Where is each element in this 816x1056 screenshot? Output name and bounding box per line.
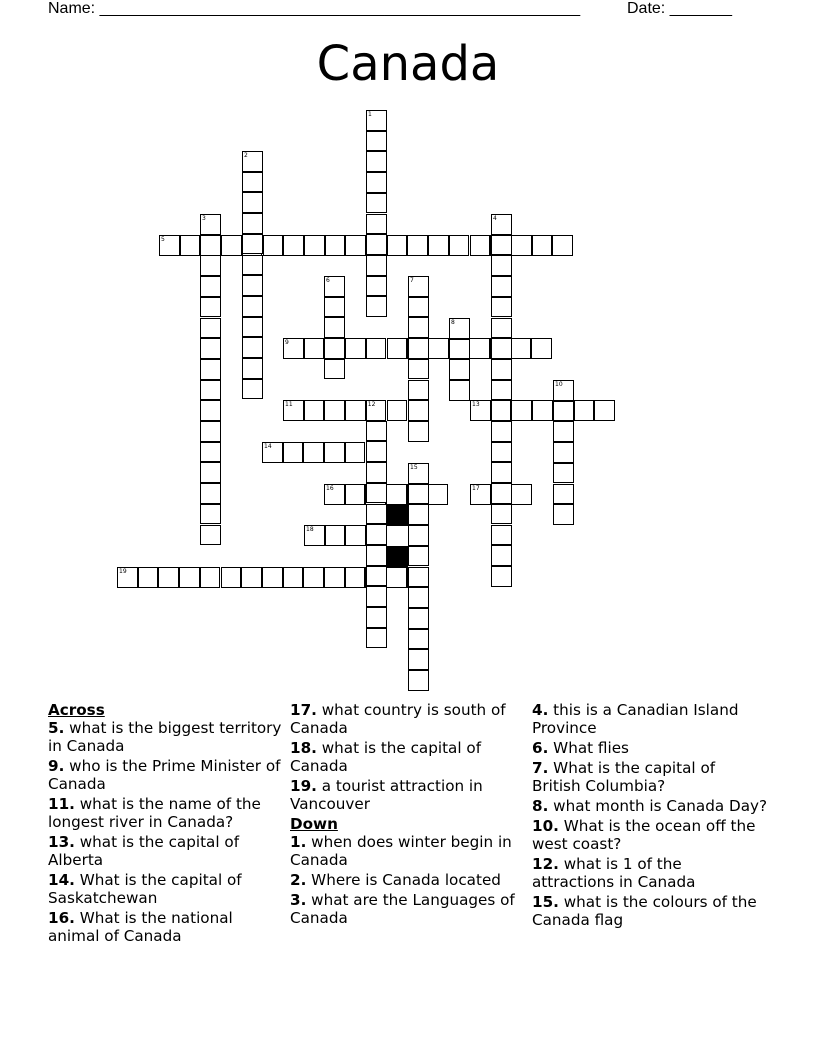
grid-cell[interactable] — [491, 318, 512, 339]
grid-cell[interactable] — [408, 608, 429, 629]
grid-cell[interactable] — [304, 525, 325, 546]
grid-cell[interactable] — [366, 172, 387, 193]
clue-item — [290, 739, 526, 775]
grid-cell[interactable] — [283, 338, 304, 359]
grid-cell[interactable] — [408, 629, 429, 650]
clue-text: what are the Languages of Canada — [290, 891, 515, 927]
grid-cell[interactable] — [491, 400, 512, 421]
grid-cell[interactable] — [366, 151, 387, 172]
grid-cell[interactable] — [345, 484, 366, 505]
clue-item — [532, 759, 768, 795]
clues-column-1 — [48, 701, 284, 947]
grid-cell[interactable] — [200, 525, 221, 546]
grid-cell[interactable] — [491, 359, 512, 380]
grid-cell[interactable] — [262, 567, 283, 588]
grid-cell[interactable] — [386, 567, 407, 588]
grid-cell[interactable] — [303, 442, 324, 463]
grid-cell[interactable] — [180, 235, 201, 256]
grid-cell[interactable] — [263, 235, 284, 256]
grid-cell[interactable] — [511, 338, 532, 359]
clue-number: 7. — [532, 759, 549, 777]
grid-cell[interactable] — [408, 504, 429, 525]
grid-cell[interactable] — [408, 359, 429, 380]
clue-item — [290, 891, 526, 927]
clue-number: 5. — [48, 719, 65, 737]
clue-number: 4 — [493, 215, 497, 222]
grid-cell[interactable] — [428, 484, 449, 505]
grid-cell[interactable] — [366, 255, 387, 276]
clue-text: who is the Prime Minister of Canada — [48, 757, 281, 793]
grid-cell[interactable] — [491, 504, 512, 525]
grid-cell[interactable] — [366, 131, 387, 152]
grid-cell[interactable] — [407, 235, 428, 256]
grid-cell[interactable] — [200, 421, 221, 442]
grid-cell[interactable] — [428, 338, 449, 359]
grid-cell[interactable] — [200, 318, 221, 339]
grid-cell[interactable] — [428, 235, 449, 256]
grid-cell[interactable] — [324, 359, 345, 380]
grid-cell[interactable] — [408, 525, 429, 546]
clue-text: what is the capital of Alberta — [48, 833, 240, 869]
clue-number: 12. — [532, 855, 559, 873]
grid-cell[interactable] — [324, 484, 345, 505]
clues-column-3 — [532, 701, 768, 931]
grid-cell[interactable] — [159, 235, 180, 256]
grid-cell[interactable] — [408, 338, 429, 359]
grid-cell[interactable] — [242, 151, 263, 172]
page-title: Canada — [316, 36, 500, 92]
clue-number: 19 — [119, 568, 127, 575]
clue-number: 2. — [290, 871, 307, 889]
clue-item — [532, 797, 768, 815]
grid-cell[interactable] — [532, 235, 553, 256]
grid-cell[interactable] — [242, 192, 263, 213]
grid-cell[interactable] — [242, 337, 263, 358]
grid-cell[interactable] — [345, 400, 366, 421]
down-heading: Down — [290, 815, 338, 833]
grid-cell[interactable] — [408, 670, 429, 691]
grid-cell[interactable] — [200, 297, 221, 318]
grid-cell[interactable] — [242, 275, 263, 296]
grid-cell[interactable] — [366, 504, 387, 525]
clue-number: 9. — [48, 757, 65, 775]
grid-cell[interactable] — [345, 338, 366, 359]
clue-number: 1. — [290, 833, 307, 851]
grid-cell[interactable] — [491, 462, 512, 483]
grid-cell[interactable] — [366, 234, 387, 255]
grid-cell[interactable] — [594, 400, 615, 421]
across-heading: Across — [48, 701, 105, 719]
grid-cell[interactable] — [470, 484, 491, 505]
grid-cell[interactable] — [324, 276, 345, 297]
grid-cell[interactable] — [324, 442, 345, 463]
clue-number: 8. — [532, 797, 549, 815]
clue-number: 15. — [532, 893, 559, 911]
clue-number: 6 — [326, 277, 330, 284]
grid-cell[interactable] — [408, 421, 429, 442]
grid-cell[interactable] — [283, 442, 304, 463]
grid-cell[interactable] — [491, 483, 512, 504]
grid-cell[interactable] — [242, 379, 263, 400]
grid-cell[interactable] — [470, 400, 491, 421]
grid-cell[interactable] — [408, 317, 429, 338]
grid-cell[interactable] — [345, 567, 366, 588]
grid-cell[interactable] — [283, 235, 304, 256]
grid-cell[interactable] — [200, 504, 221, 525]
grid-cell[interactable] — [366, 296, 387, 317]
grid-cell[interactable] — [531, 338, 552, 359]
down-clue-list-continued — [532, 701, 768, 929]
clue-number: 14. — [48, 871, 75, 889]
grid-cell[interactable] — [491, 566, 512, 587]
grid-cell[interactable] — [366, 441, 387, 462]
grid-cell[interactable] — [449, 359, 470, 380]
grid-cell[interactable] — [491, 297, 512, 318]
grid-cell[interactable] — [304, 235, 325, 256]
grid-cell[interactable] — [221, 235, 242, 256]
grid-cell[interactable] — [200, 235, 221, 256]
grid-cell[interactable] — [179, 567, 200, 588]
grid-cell[interactable] — [469, 338, 490, 359]
grid-cell[interactable] — [553, 484, 574, 505]
clue-item — [290, 701, 526, 737]
grid-cell[interactable] — [366, 462, 387, 483]
grid-cell[interactable] — [324, 338, 345, 359]
clue-text: What is the ocean off the west coast? — [532, 817, 756, 853]
clue-number: 16. — [48, 909, 75, 927]
grid-cell[interactable] — [553, 380, 574, 401]
grid-cell[interactable] — [532, 400, 553, 421]
clue-item — [48, 909, 284, 945]
clue-item — [48, 871, 284, 907]
clue-item — [532, 817, 768, 853]
grid-cell[interactable] — [324, 297, 345, 318]
across-clue-list — [48, 719, 284, 945]
name-field-label: Name: ______________________________________________________ — [48, 0, 581, 17]
clue-item — [290, 777, 526, 813]
grid-cell[interactable] — [574, 400, 595, 421]
clue-number: 18 — [306, 526, 314, 533]
black-cell — [387, 505, 408, 526]
grid-cell[interactable] — [200, 255, 221, 276]
grid-cell[interactable] — [303, 567, 324, 588]
grid-cell[interactable] — [491, 338, 512, 359]
grid-cell[interactable] — [408, 567, 429, 588]
clue-item — [532, 893, 768, 929]
down-clue-list — [290, 833, 526, 927]
grid-cell[interactable] — [242, 172, 263, 193]
grid-cell[interactable] — [242, 213, 263, 234]
grid-cell[interactable] — [200, 400, 221, 421]
grid-cell[interactable] — [366, 607, 387, 628]
grid-cell[interactable] — [491, 442, 512, 463]
grid-cell[interactable] — [366, 110, 387, 131]
grid-cell[interactable] — [304, 400, 325, 421]
clue-number: 5 — [161, 236, 165, 243]
grid-cell[interactable] — [449, 235, 470, 256]
clue-number: 11 — [285, 401, 293, 408]
clue-item — [48, 833, 284, 869]
grid-cell[interactable] — [491, 276, 512, 297]
clue-text: What is the capital of Saskatchewan — [48, 871, 242, 907]
clue-text: when does winter begin in Canada — [290, 833, 512, 869]
clue-text: this is a Canadian Island Province — [532, 701, 739, 737]
grid-cell[interactable] — [345, 235, 366, 256]
clue-item — [532, 739, 768, 757]
grid-cell[interactable] — [491, 421, 512, 442]
grid-cell[interactable] — [200, 338, 221, 359]
clue-text: a tourist attraction in Vancouver — [290, 777, 483, 813]
grid-cell[interactable] — [511, 484, 532, 505]
clue-text: Where is Canada located — [306, 871, 501, 889]
clue-number: 2 — [244, 152, 248, 159]
grid-cell[interactable] — [449, 380, 470, 401]
grid-cell[interactable] — [408, 276, 429, 297]
grid-cell[interactable] — [366, 193, 387, 214]
clue-text: What is the capital of British Columbia? — [532, 759, 716, 795]
clue-item — [48, 757, 284, 793]
clue-number: 4. — [532, 701, 549, 719]
grid-cell[interactable] — [553, 504, 574, 525]
clue-number: 3. — [290, 891, 307, 909]
clue-text: What is the national animal of Canada — [48, 909, 233, 945]
clue-number: 17 — [472, 485, 480, 492]
grid-cell[interactable] — [387, 338, 408, 359]
clue-item — [532, 701, 768, 737]
clue-text: What flies — [548, 739, 629, 757]
clue-text: what is 1 of the attractions in Canada — [532, 855, 696, 891]
grid-cell[interactable] — [366, 338, 387, 359]
grid-cell[interactable] — [262, 442, 283, 463]
grid-cell[interactable] — [366, 214, 387, 235]
grid-cell[interactable] — [242, 358, 263, 379]
clue-number: 16 — [326, 485, 334, 492]
grid-cell[interactable] — [491, 380, 512, 401]
clue-number: 10 — [555, 381, 563, 388]
clue-number: 10. — [532, 817, 559, 835]
clue-number: 14 — [264, 443, 272, 450]
clue-number: 12 — [367, 401, 376, 408]
clue-item — [48, 795, 284, 831]
grid-cell[interactable] — [221, 567, 242, 588]
clue-number: 17. — [290, 701, 317, 719]
clue-number: 6. — [532, 739, 549, 757]
grid-cell[interactable] — [366, 628, 387, 649]
grid-cell[interactable] — [241, 567, 262, 588]
grid-cell[interactable] — [386, 484, 407, 505]
grid-cell[interactable] — [408, 380, 429, 401]
grid-cell[interactable] — [325, 525, 346, 546]
grid-cell[interactable] — [491, 255, 512, 276]
grid-cell[interactable] — [242, 296, 263, 317]
clue-text: what is the capital of Canada — [290, 739, 482, 775]
grid-cell[interactable] — [491, 525, 512, 546]
black-cell — [387, 546, 408, 567]
across-clue-list-continued — [290, 701, 526, 813]
grid-cell[interactable] — [117, 567, 138, 588]
grid-cell[interactable] — [491, 545, 512, 566]
grid-cell[interactable] — [449, 318, 470, 339]
grid-cell[interactable] — [242, 317, 263, 338]
grid-cell[interactable] — [408, 546, 429, 567]
clue-text: what is the name of the longest river in Canada? — [48, 795, 261, 831]
grid-cell[interactable] — [491, 235, 512, 256]
grid-cell[interactable] — [553, 421, 574, 442]
grid-cell[interactable] — [345, 442, 366, 463]
clue-text: what month is Canada Day? — [548, 797, 768, 815]
grid-cell[interactable] — [242, 234, 263, 255]
grid-cell[interactable] — [324, 317, 345, 338]
clue-number: 19. — [290, 777, 317, 795]
grid-cell[interactable] — [200, 359, 221, 380]
grid-cell[interactable] — [324, 567, 345, 588]
clue-number: 15 — [410, 464, 418, 471]
grid-cell[interactable] — [449, 339, 470, 360]
grid-cell[interactable] — [491, 214, 512, 235]
clue-text: what is the colours of the Canada flag — [532, 893, 757, 929]
grid-cell[interactable] — [324, 400, 345, 421]
grid-cell[interactable] — [366, 545, 387, 566]
grid-cell[interactable] — [553, 401, 574, 422]
grid-cell[interactable] — [366, 400, 387, 421]
clue-number: 8 — [451, 319, 455, 326]
grid-cell[interactable] — [366, 421, 387, 442]
clue-item — [532, 855, 768, 891]
grid-cell[interactable] — [200, 276, 221, 297]
grid-cell[interactable] — [408, 649, 429, 670]
clue-number: 9 — [285, 339, 289, 346]
grid-cell[interactable] — [408, 587, 429, 608]
grid-cell[interactable] — [345, 525, 366, 546]
grid-cell[interactable] — [408, 297, 429, 318]
grid-cell[interactable] — [242, 255, 263, 276]
grid-cell[interactable] — [283, 567, 304, 588]
grid-cell[interactable] — [283, 400, 304, 421]
grid-cell[interactable] — [511, 235, 532, 256]
clue-number: 13 — [472, 401, 480, 408]
clue-number: 3 — [202, 215, 206, 222]
grid-cell[interactable] — [552, 235, 573, 256]
clue-text: what country is south of Canada — [290, 701, 506, 737]
grid-cell[interactable] — [553, 463, 574, 484]
grid-cell[interactable] — [470, 235, 491, 256]
grid-cell[interactable] — [200, 462, 221, 483]
grid-cell[interactable] — [200, 442, 221, 463]
clue-number: 1 — [368, 111, 372, 118]
clues-column-2 — [290, 701, 526, 929]
clue-number: 13. — [48, 833, 75, 851]
grid-cell[interactable] — [366, 276, 387, 297]
clue-number: 18. — [290, 739, 317, 757]
grid-cell[interactable] — [304, 338, 325, 359]
grid-cell[interactable] — [200, 483, 221, 504]
grid-cell[interactable] — [511, 400, 532, 421]
grid-cell[interactable] — [200, 214, 221, 235]
grid-cell[interactable] — [408, 463, 429, 484]
grid-cell[interactable] — [138, 567, 159, 588]
grid-cell[interactable] — [387, 400, 408, 421]
clue-number: 7 — [410, 277, 414, 284]
clue-item — [290, 833, 526, 869]
grid-cell[interactable] — [366, 586, 387, 607]
grid-cell[interactable] — [325, 235, 346, 256]
clue-item — [290, 871, 526, 889]
grid-cell[interactable] — [408, 400, 429, 421]
clue-item — [48, 719, 284, 755]
grid-cell[interactable] — [387, 235, 408, 256]
grid-cell[interactable] — [158, 567, 179, 588]
grid-cell[interactable] — [366, 524, 387, 545]
grid-cell[interactable] — [200, 567, 221, 588]
clue-text: what is the biggest territory in Canada — [48, 719, 282, 755]
clue-number: 11. — [48, 795, 75, 813]
grid-cell[interactable] — [366, 566, 387, 587]
grid-cell[interactable] — [553, 442, 574, 463]
date-field-label: Date: _______ — [627, 0, 732, 17]
grid-cell[interactable] — [408, 484, 429, 505]
grid-cell[interactable] — [366, 483, 387, 504]
grid-cell[interactable] — [200, 380, 221, 401]
